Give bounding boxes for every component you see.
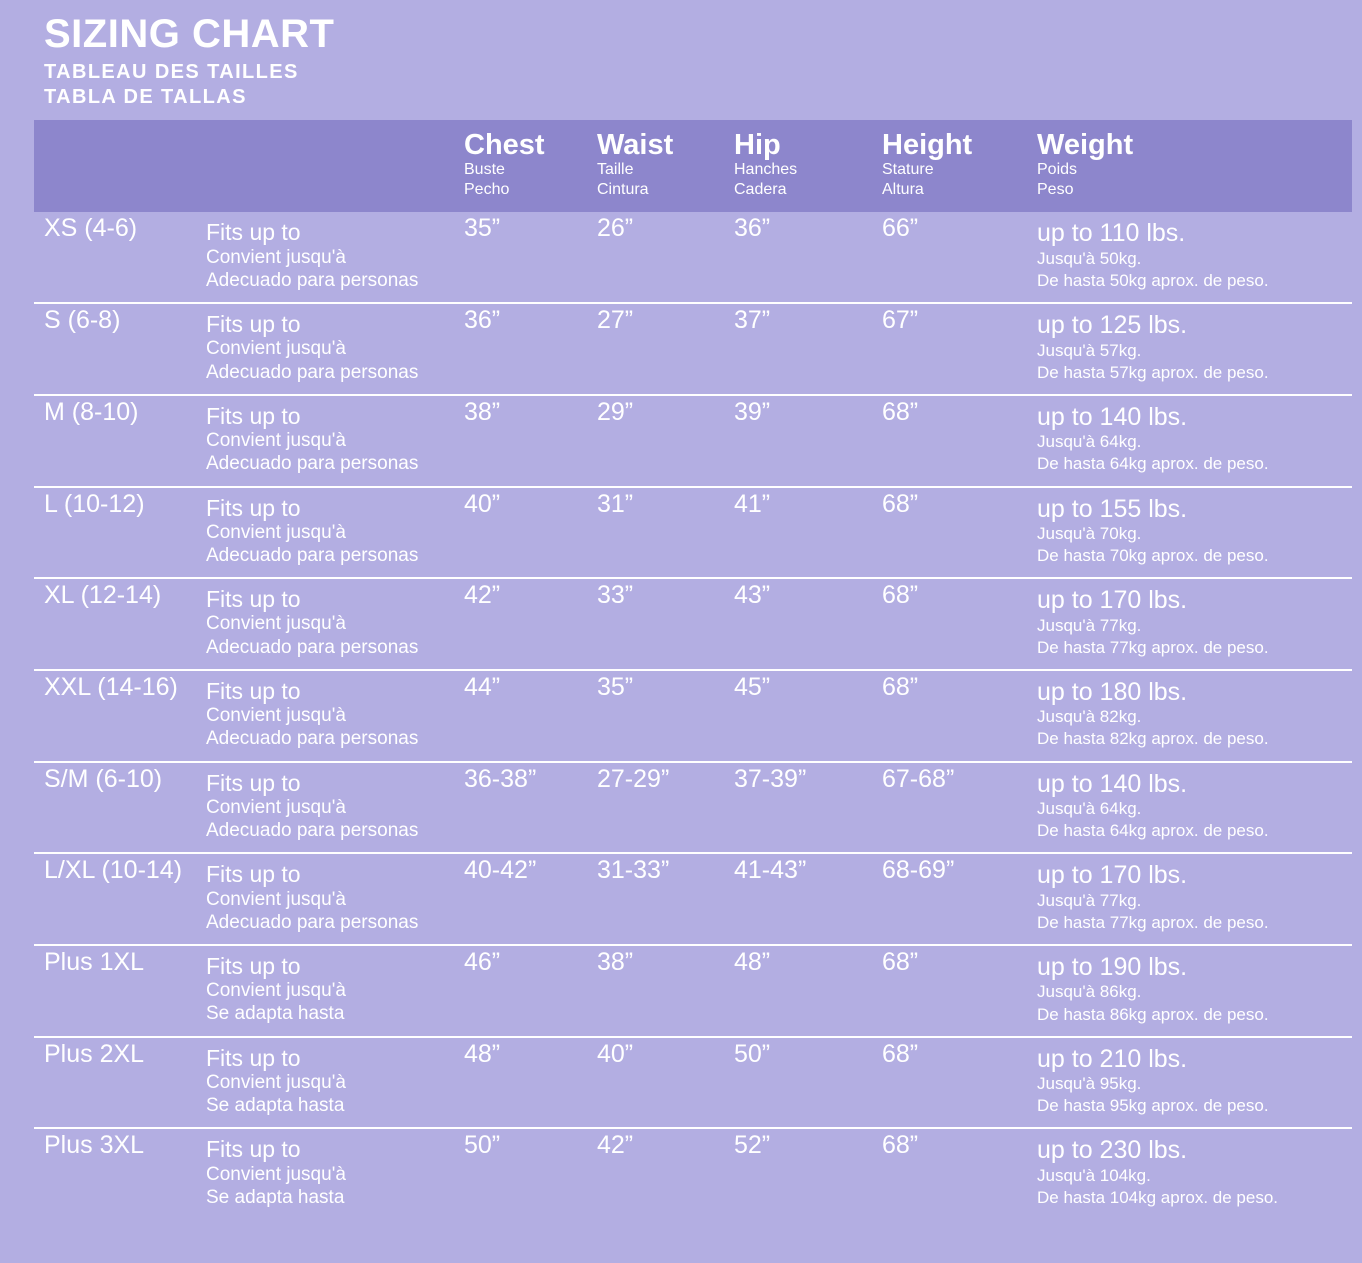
column-header-chest-spanish: Pecho <box>464 181 510 199</box>
column-header-hip <box>734 120 882 212</box>
column-header-weight-label: Weight <box>1037 129 1134 161</box>
weight-french: Jusqu'à 86kg. <box>1037 982 1142 1002</box>
chest-value: 50” <box>464 1131 501 1160</box>
fits-english: Fits up to <box>206 952 301 979</box>
chest-value: 40-42” <box>464 856 537 885</box>
fits-english: Fits up to <box>206 769 301 796</box>
fits-cell <box>206 578 464 670</box>
hip-value: 43” <box>734 581 771 610</box>
column-header-height-label: Height <box>882 129 973 161</box>
fits-cell <box>206 1037 464 1129</box>
size-label: Plus 1XL <box>44 947 145 976</box>
height-value: 68” <box>882 1039 919 1068</box>
fits-spanish: Adecuado para personas <box>206 820 419 842</box>
chest-value: 36-38” <box>464 764 537 793</box>
weight-spanish: De hasta 50kg aprox. de peso. <box>1037 271 1269 291</box>
chest-value: 38” <box>464 397 501 426</box>
chest-value: 36” <box>464 306 501 335</box>
fits-spanish: Adecuado para personas <box>206 911 419 933</box>
size-label: XXL (14-16) <box>44 672 178 701</box>
waist-value: 35” <box>597 672 634 701</box>
weight-english: up to 180 lbs. <box>1037 677 1188 706</box>
fits-spanish: Adecuado para personas <box>206 728 419 750</box>
weight-spanish: De hasta 64kg aprox. de peso. <box>1037 821 1269 841</box>
fits-french: Convient jusqu'à <box>206 1163 346 1185</box>
fits-spanish: Se adapta hasta <box>206 1095 345 1117</box>
fits-french: Convient jusqu'à <box>206 613 346 635</box>
table-row <box>34 853 1352 945</box>
weight-english: up to 230 lbs. <box>1037 1136 1188 1165</box>
weight-cell <box>1037 212 1352 303</box>
table-row <box>34 945 1352 1037</box>
height-value: 66” <box>882 214 919 243</box>
weight-french: Jusqu'à 95kg. <box>1037 1074 1142 1094</box>
weight-cell <box>1037 1128 1352 1219</box>
weight-spanish: De hasta 82kg aprox. de peso. <box>1037 729 1269 749</box>
hip-value: 50” <box>734 1039 771 1068</box>
weight-cell <box>1037 853 1352 945</box>
fits-english: Fits up to <box>206 219 301 246</box>
weight-english: up to 170 lbs. <box>1037 586 1188 615</box>
fits-english: Fits up to <box>206 586 301 613</box>
size-label: Plus 2XL <box>44 1039 145 1068</box>
column-header-weight <box>1037 120 1352 212</box>
weight-english: up to 190 lbs. <box>1037 952 1188 981</box>
weight-english: up to 170 lbs. <box>1037 861 1188 890</box>
weight-spanish: De hasta 64kg aprox. de peso. <box>1037 454 1269 474</box>
column-header-waist <box>597 120 734 212</box>
column-header-chest-label: Chest <box>464 129 545 161</box>
waist-value: 33” <box>597 581 634 610</box>
fits-english: Fits up to <box>206 494 301 521</box>
fits-spanish: Se adapta hasta <box>206 1003 345 1025</box>
weight-english: up to 155 lbs. <box>1037 494 1188 523</box>
fits-cell <box>206 1128 464 1219</box>
weight-spanish: De hasta 104kg aprox. de peso. <box>1037 1187 1278 1207</box>
fits-english: Fits up to <box>206 402 301 429</box>
weight-english: up to 140 lbs. <box>1037 769 1188 798</box>
weight-spanish: De hasta 70kg aprox. de peso. <box>1037 546 1269 566</box>
fits-french: Convient jusqu'à <box>206 796 346 818</box>
weight-spanish: De hasta 57kg aprox. de peso. <box>1037 362 1269 382</box>
hip-value: 39” <box>734 397 771 426</box>
size-label: Plus 3XL <box>44 1131 145 1160</box>
height-value: 68” <box>882 672 919 701</box>
column-header-waist-french: Taille <box>597 161 634 179</box>
weight-spanish: De hasta 86kg aprox. de peso. <box>1037 1004 1269 1024</box>
weight-english: up to 140 lbs. <box>1037 402 1188 431</box>
table-body <box>34 212 1352 1219</box>
page-title-spanish: TABLA DE TALLAS <box>44 86 247 108</box>
fits-spanish: Adecuado para personas <box>206 636 419 658</box>
page-title: SIZING CHART <box>44 12 335 56</box>
weight-cell <box>1037 303 1352 395</box>
weight-french: Jusqu'à 82kg. <box>1037 707 1142 727</box>
title-block <box>22 14 1340 110</box>
weight-cell <box>1037 578 1352 670</box>
weight-english: up to 125 lbs. <box>1037 311 1188 340</box>
waist-value: 29” <box>597 397 634 426</box>
column-header-height-french: Stature <box>882 161 934 179</box>
column-header-weight-french: Poids <box>1037 161 1078 179</box>
size-label: XL (12-14) <box>44 581 162 610</box>
fits-cell <box>206 853 464 945</box>
fits-french: Convient jusqu'à <box>206 980 346 1002</box>
chest-value: 46” <box>464 947 501 976</box>
weight-spanish: De hasta 77kg aprox. de peso. <box>1037 637 1269 657</box>
weight-spanish: De hasta 95kg aprox. de peso. <box>1037 1096 1269 1116</box>
chest-value: 42” <box>464 581 501 610</box>
table-row <box>34 762 1352 854</box>
size-label: L (10-12) <box>44 489 145 518</box>
size-label: L/XL (10-14) <box>44 856 183 885</box>
hip-value: 36” <box>734 214 771 243</box>
weight-french: Jusqu'à 64kg. <box>1037 432 1142 452</box>
hip-value: 37” <box>734 306 771 335</box>
weight-french: Jusqu'à 70kg. <box>1037 524 1142 543</box>
table-row <box>34 303 1352 395</box>
table-row <box>34 395 1352 487</box>
fits-french: Convient jusqu'à <box>206 705 346 727</box>
weight-spanish: De hasta 77kg aprox. de peso. <box>1037 912 1269 932</box>
column-header-height-spanish: Altura <box>882 181 924 199</box>
table-row <box>34 578 1352 670</box>
table-row <box>34 212 1352 303</box>
chest-value: 44” <box>464 672 501 701</box>
waist-value: 42” <box>597 1131 634 1160</box>
fits-cell <box>206 212 464 303</box>
height-value: 68” <box>882 947 919 976</box>
column-header-chest <box>464 120 597 212</box>
waist-value: 27” <box>597 306 634 335</box>
size-label: M (8-10) <box>44 397 139 426</box>
column-header-chest-french: Buste <box>464 161 505 179</box>
sizing-table <box>34 120 1352 1219</box>
fits-french: Convient jusqu'à <box>206 888 346 910</box>
fits-english: Fits up to <box>206 677 301 704</box>
waist-value: 31-33” <box>597 856 670 885</box>
fits-french: Convient jusqu'à <box>206 1071 346 1093</box>
size-label: S (6-8) <box>44 306 121 335</box>
column-header-waist-label: Waist <box>597 129 674 161</box>
fits-spanish: Adecuado para personas <box>206 269 419 291</box>
weight-cell <box>1037 945 1352 1037</box>
weight-english: up to 110 lbs. <box>1037 219 1186 248</box>
waist-value: 38” <box>597 947 634 976</box>
chest-value: 35” <box>464 214 501 243</box>
column-header-height <box>882 120 1037 212</box>
fits-cell <box>206 395 464 487</box>
height-value: 68” <box>882 1131 919 1160</box>
hip-value: 52” <box>734 1131 771 1160</box>
height-value: 68” <box>882 397 919 426</box>
column-header-hip-french: Hanches <box>734 161 798 179</box>
weight-french: Jusqu'à 104kg. <box>1037 1165 1151 1185</box>
column-header-hip-spanish: Cadera <box>734 181 787 199</box>
weight-french: Jusqu'à 77kg. <box>1037 615 1142 635</box>
weight-cell <box>1037 762 1352 854</box>
fits-spanish: Adecuado para personas <box>206 361 419 383</box>
fits-french: Convient jusqu'à <box>206 246 346 268</box>
column-header-weight-spanish: Peso <box>1037 181 1074 199</box>
waist-value: 40” <box>597 1039 634 1068</box>
fits-cell <box>206 303 464 395</box>
fits-cell <box>206 670 464 762</box>
waist-value: 27-29” <box>597 764 670 793</box>
column-header-waist-spanish: Cintura <box>597 181 649 199</box>
table-row <box>34 1128 1352 1219</box>
fits-spanish: Adecuado para personas <box>206 544 419 566</box>
table-row <box>34 670 1352 762</box>
hip-value: 41-43” <box>734 856 807 885</box>
hip-value: 41” <box>734 489 771 518</box>
weight-french: Jusqu'à 77kg. <box>1037 890 1142 910</box>
fits-french: Convient jusqu'à <box>206 430 346 452</box>
chest-value: 48” <box>464 1039 501 1068</box>
fits-english: Fits up to <box>206 1044 301 1071</box>
weight-french: Jusqu'à 64kg. <box>1037 799 1142 819</box>
header-fits-spacer <box>206 120 464 212</box>
fits-french: Convient jusqu'à <box>206 338 346 360</box>
weight-french: Jusqu'à 50kg. <box>1037 248 1142 268</box>
fits-french: Convient jusqu'à <box>206 521 346 543</box>
fits-cell <box>206 487 464 579</box>
waist-value: 31” <box>597 489 634 518</box>
fits-english: Fits up to <box>206 1136 301 1163</box>
fits-spanish: Adecuado para personas <box>206 453 419 475</box>
fits-cell <box>206 945 464 1037</box>
header-row <box>34 120 1352 212</box>
weight-english: up to 210 lbs. <box>1037 1044 1188 1073</box>
height-value: 68” <box>882 581 919 610</box>
waist-value: 26” <box>597 214 634 243</box>
size-label: S/M (6-10) <box>44 764 163 793</box>
weight-french: Jusqu'à 57kg. <box>1037 340 1142 360</box>
height-value: 68-69” <box>882 856 955 885</box>
weight-cell <box>1037 487 1352 579</box>
table-row <box>34 487 1352 579</box>
height-value: 68” <box>882 489 919 518</box>
fits-spanish: Se adapta hasta <box>206 1186 345 1208</box>
table-row <box>34 1037 1352 1129</box>
column-header-hip-label: Hip <box>734 129 781 161</box>
header-size-spacer <box>34 120 206 212</box>
hip-value: 45” <box>734 672 771 701</box>
height-value: 67-68” <box>882 764 955 793</box>
table-header <box>34 120 1352 212</box>
page-title-french: TABLEAU DES TAILLES <box>44 61 299 83</box>
weight-cell <box>1037 395 1352 487</box>
chest-value: 40” <box>464 489 501 518</box>
weight-cell <box>1037 1037 1352 1129</box>
height-value: 67” <box>882 306 919 335</box>
hip-value: 48” <box>734 947 771 976</box>
hip-value: 37-39” <box>734 764 807 793</box>
fits-english: Fits up to <box>206 861 301 888</box>
fits-english: Fits up to <box>206 311 301 338</box>
weight-cell <box>1037 670 1352 762</box>
size-label: XS (4-6) <box>44 214 138 243</box>
fits-cell <box>206 762 464 854</box>
